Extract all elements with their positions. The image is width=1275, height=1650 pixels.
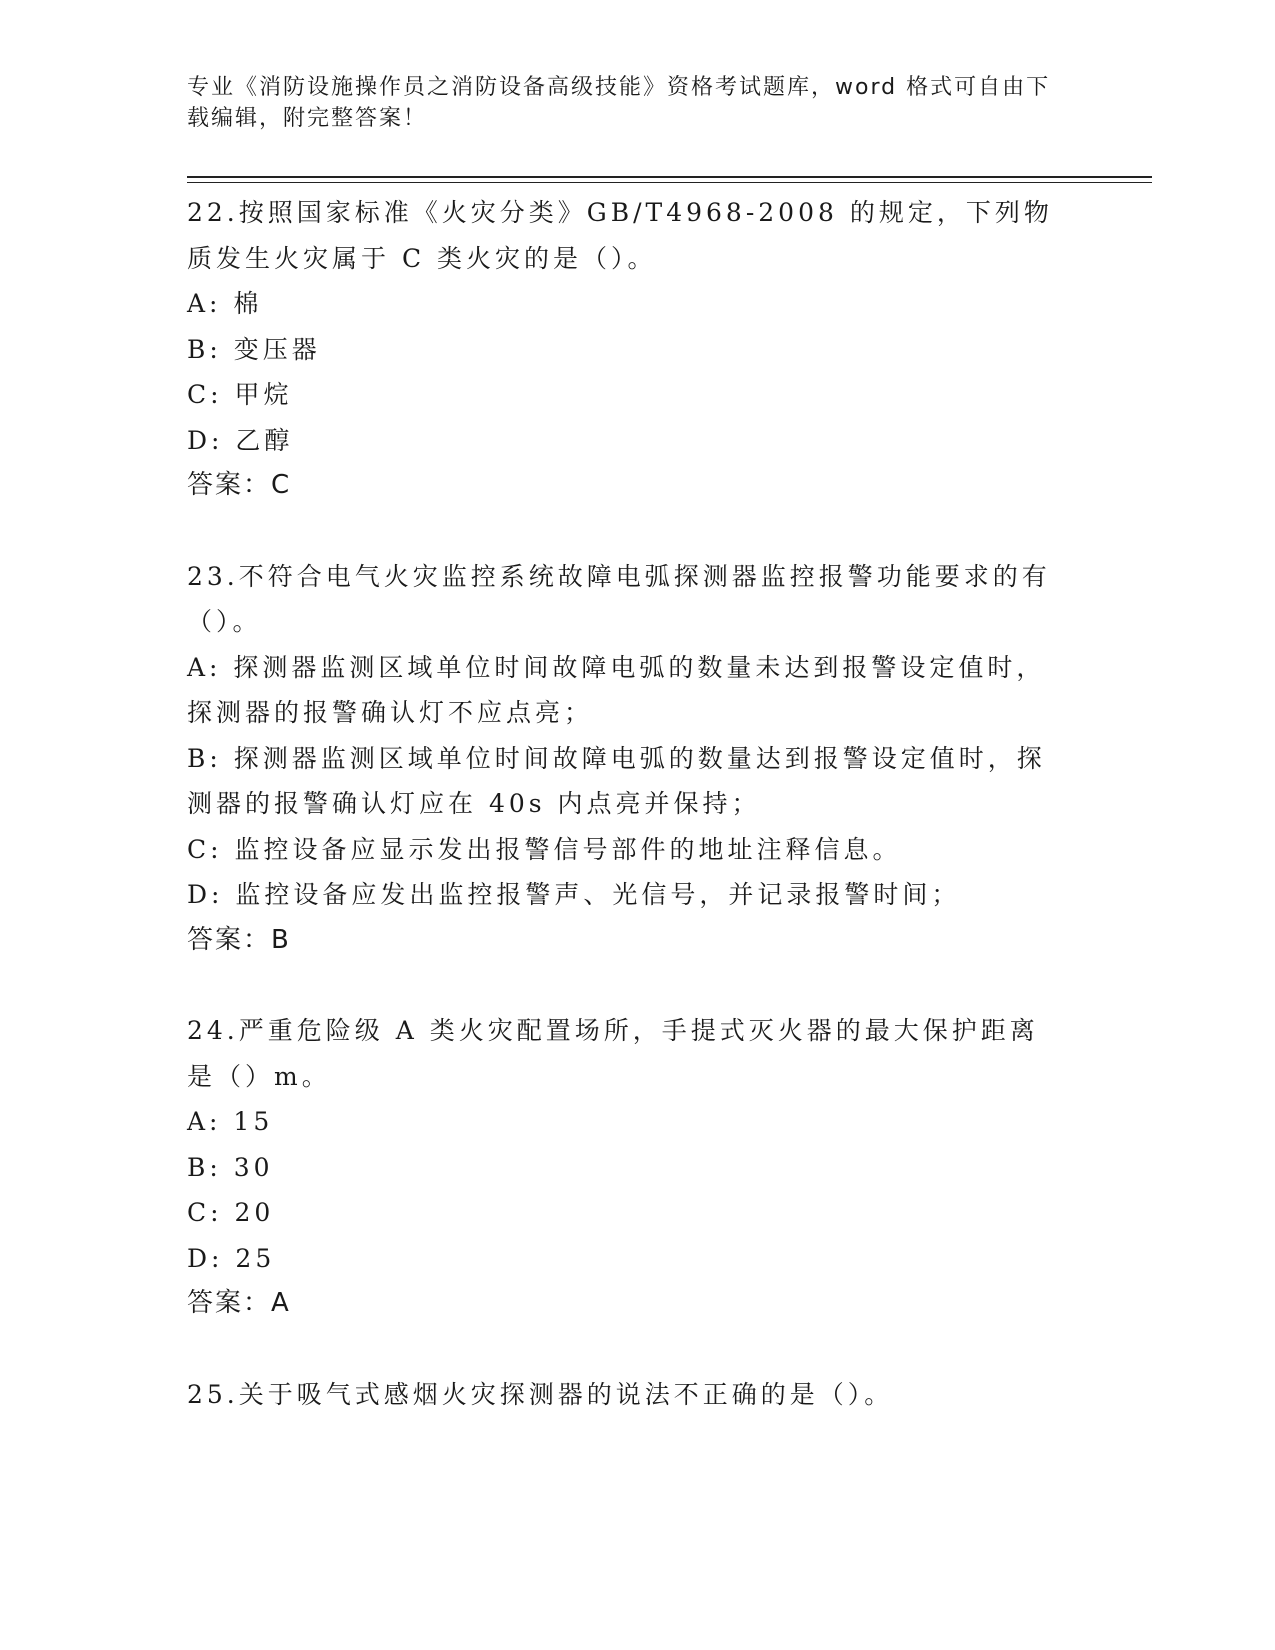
question-list [187, 190, 1067, 1462]
option-c: C: 20 [187, 1198, 275, 1227]
answer-line: 答案：B [187, 924, 291, 955]
option-b: B: 变压器 [187, 334, 321, 364]
option-d: D: 监控设备应发出监控报警声、光信号，并记录报警时间； [187, 880, 961, 909]
question-25 [187, 1372, 1067, 1418]
option-d: D: 乙醇 [187, 425, 294, 455]
option-a: A: 棉 [187, 289, 263, 318]
document-header: 专业《消防设施操作员之消防设备高级技能》资格考试题库，word 格式可自由下载编辑，附完整答案！ [187, 75, 1051, 131]
option-c: C: 甲烷 [187, 380, 293, 409]
header-divider-thin [187, 182, 1152, 183]
option-b: B: 30 [187, 1152, 274, 1182]
option-a: A: 探测器监测区域单位时间故障电弧的数量未达到报警设定值时，探测器的报警确认灯不应点亮； [187, 652, 1046, 727]
option-a: A: 15 [187, 1107, 274, 1136]
question-stem: 23.不符合电气火灾监控系统故障电弧探测器监控报警功能要求的有（）。 [187, 561, 1051, 636]
header-divider-thick [187, 176, 1152, 178]
option-b: B: 探测器监测区域单位时间故障电弧的数量达到报警设定值时，探测器的报警确认灯应在 40s 内点亮并保持； [187, 743, 1046, 818]
option-d: D: 25 [187, 1243, 276, 1273]
question-stem: 24.严重危险级 A 类火灾配置场所，手提式灭火器的最大保护距离是（）m。 [187, 1016, 1039, 1091]
question-24 [187, 1008, 1067, 1327]
answer-line: 答案：C [187, 470, 292, 500]
question-stem: 22.按照国家标准《火灾分类》GB/T4968-2008 的规定，下列物质发生火灾属于 C 类火灾的是（）。 [187, 198, 1053, 273]
answer-line: 答案：A [187, 1288, 291, 1318]
question-22 [187, 190, 1067, 509]
option-c: C: 监控设备应显示发出报警信号部件的地址注释信息。 [187, 834, 902, 864]
question-stem: 25.关于吸气式感烟火灾探测器的说法不正确的是（）。 [187, 1379, 894, 1409]
question-23 [187, 554, 1067, 964]
